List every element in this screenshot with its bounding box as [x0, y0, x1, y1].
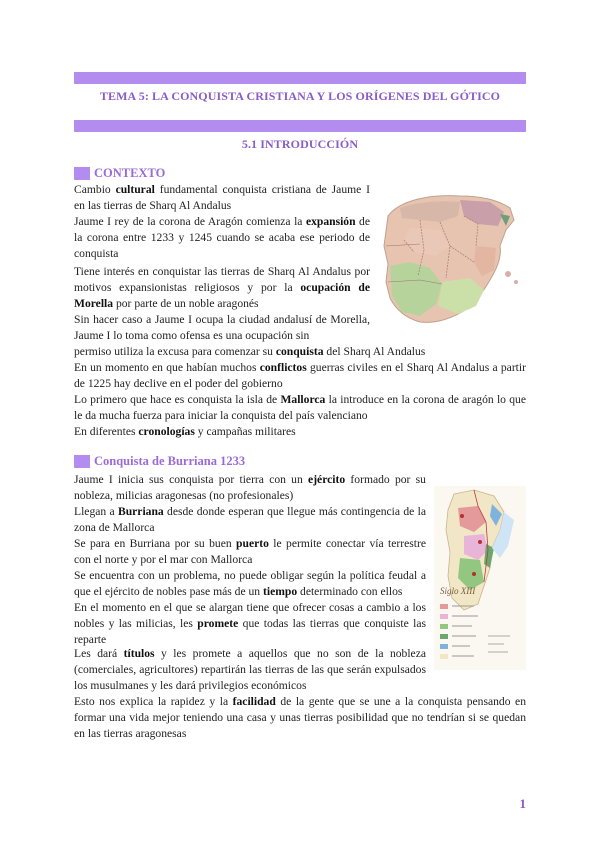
text-run: Jaume I rey de la corona de Aragón comienza la — [74, 215, 306, 228]
bold-term: ocupación de Morella — [74, 280, 370, 310]
subtitle-bar — [74, 120, 526, 132]
text-run: del Sharq Al Andalus — [323, 345, 426, 358]
text-run: desde donde esperan que llegue más contingencia de la zona de Mallorca — [74, 505, 426, 534]
text-run: Lo primero que hace es conquista la isla de — [74, 393, 281, 406]
bold-term: conflictos — [259, 361, 307, 374]
text-run: Jaume I inicia sus conquista por tierra con un — [74, 473, 309, 486]
text-run: Tiene interés en conquistar las tierras de Sharq Al Andalus por motivos expansionistas religiosos y por la — [74, 265, 370, 294]
text-run: formado por su nobleza, milicias aragonesas (no profesionales) — [74, 473, 426, 502]
section-heading-label: CONTEXTO — [94, 166, 166, 180]
bold-term: cultural — [115, 183, 155, 196]
section-heading-contexto — [74, 166, 165, 181]
bold-term: cronologías — [138, 425, 195, 438]
map-century-label: Siglo XIII — [440, 586, 476, 596]
text-run: En un momento en que habían muchos — [74, 361, 260, 374]
page-title: TEMA 5: LA CONQUISTA CRISTIANA Y LOS ORÍGENES DEL GÓTICO — [99, 89, 501, 103]
paragraph-puerto — [74, 536, 426, 568]
paragraph-expansion — [74, 214, 370, 261]
bold-term: facilidad — [232, 695, 276, 708]
text-run: que todas las tierras que conquiste las reparte — [74, 616, 427, 646]
bold-term: títulos — [123, 647, 155, 660]
text-run: En el momento en el que se alargan tiene que ofrecer cosas a cambio a los nobles y las milicias, les — [74, 601, 426, 630]
text-run: le permite conectar vía terrestre con el norte y por el mar con Mallorca — [74, 537, 427, 566]
section-heading-label: Conquista de Burriana 1233 — [94, 454, 246, 468]
bold-term: expansión — [305, 215, 356, 228]
text-run: guerras civiles en el Sharq Al Andalus a partir de 1225 hay declive en el poder del gobierno — [74, 361, 526, 390]
bold-term: tiempo — [262, 584, 298, 598]
text-run: y campañas militares — [194, 425, 296, 438]
valencia-conquest-map — [434, 486, 526, 670]
paragraph-conflictos — [74, 360, 526, 392]
bold-term: Burriana — [117, 505, 164, 518]
bold-term: promete — [197, 616, 239, 630]
bold-term: ejército — [308, 473, 346, 486]
paragraph-burriana — [74, 504, 426, 536]
paragraph-facilidad — [74, 694, 526, 741]
text-run: determinado con ellos — [297, 584, 403, 598]
paragraph-cultural — [74, 182, 370, 214]
bold-term: Mallorca — [280, 393, 326, 406]
paragraph-titulos — [74, 646, 426, 693]
paragraph-mallorca — [74, 392, 526, 424]
text-run: la introduce en la corona de aragón lo que le da mucha fuerza para iniciar la conquista del país valenciano — [74, 393, 526, 422]
text-run: de la gente que se une a la conquista pensando en formar una vida mejor teniendo una casa y unas tierras posibilidad que no tendrían si se quedan en las tierras aragonesas — [74, 695, 527, 740]
text-run: y les promete a aquellos que no son de la nobleza (comerciales, agricultores) repartirán las tierras de las que serán expulsados los musulmanes y les dará privilegios económicos — [74, 647, 426, 692]
text-run: Sin hacer caso a Jaume I ocupa la ciudad andalusí de Morella, Jaume I lo toma como ofensa es una ocupación sin — [74, 313, 370, 342]
paragraph-ejercito — [74, 472, 426, 504]
text-run: Se encuentra con un problema, no puede obligar según la política feudal a que el ejército de nobles pase más de un — [74, 569, 426, 598]
paragraph-permiso — [74, 344, 526, 360]
paragraph-interes — [74, 264, 370, 311]
paragraph-promete — [74, 600, 426, 647]
text-run: Les dará — [74, 647, 124, 660]
text-run: Cambio — [74, 183, 116, 196]
text-run: En diferentes — [74, 425, 139, 438]
text-run: Llegan a — [74, 505, 118, 518]
text-run: fundamental conquista cristiana de Jaume I en las tierras de Sharq Al Andalus — [74, 183, 370, 212]
bold-term: conquista — [275, 345, 324, 358]
paragraph-morella — [74, 312, 370, 344]
text-run: de la corona entre 1233 y 1245 cuando se acaba ese periodo de conquista — [74, 215, 370, 260]
section-marker — [74, 167, 90, 180]
text-run: por parte de un noble aragonés — [113, 296, 259, 310]
text-run: Esto nos explica la rapidez y la — [74, 695, 233, 708]
page-subtitle: 5.1 INTRODUCCIÓN — [241, 137, 359, 151]
iberian-peninsula-map — [380, 186, 526, 328]
bold-term: puerto — [236, 537, 269, 550]
section-heading-burriana — [74, 454, 245, 469]
text-run: permiso utiliza la excusa para comenzar su — [74, 345, 276, 358]
text-run: Se para en Burriana por su buen — [74, 537, 237, 550]
section-marker — [74, 455, 90, 468]
paragraph-cronologias — [74, 424, 526, 440]
paragraph-tiempo — [74, 568, 426, 600]
page-number: 1 — [519, 796, 526, 811]
title-bar — [74, 72, 526, 84]
